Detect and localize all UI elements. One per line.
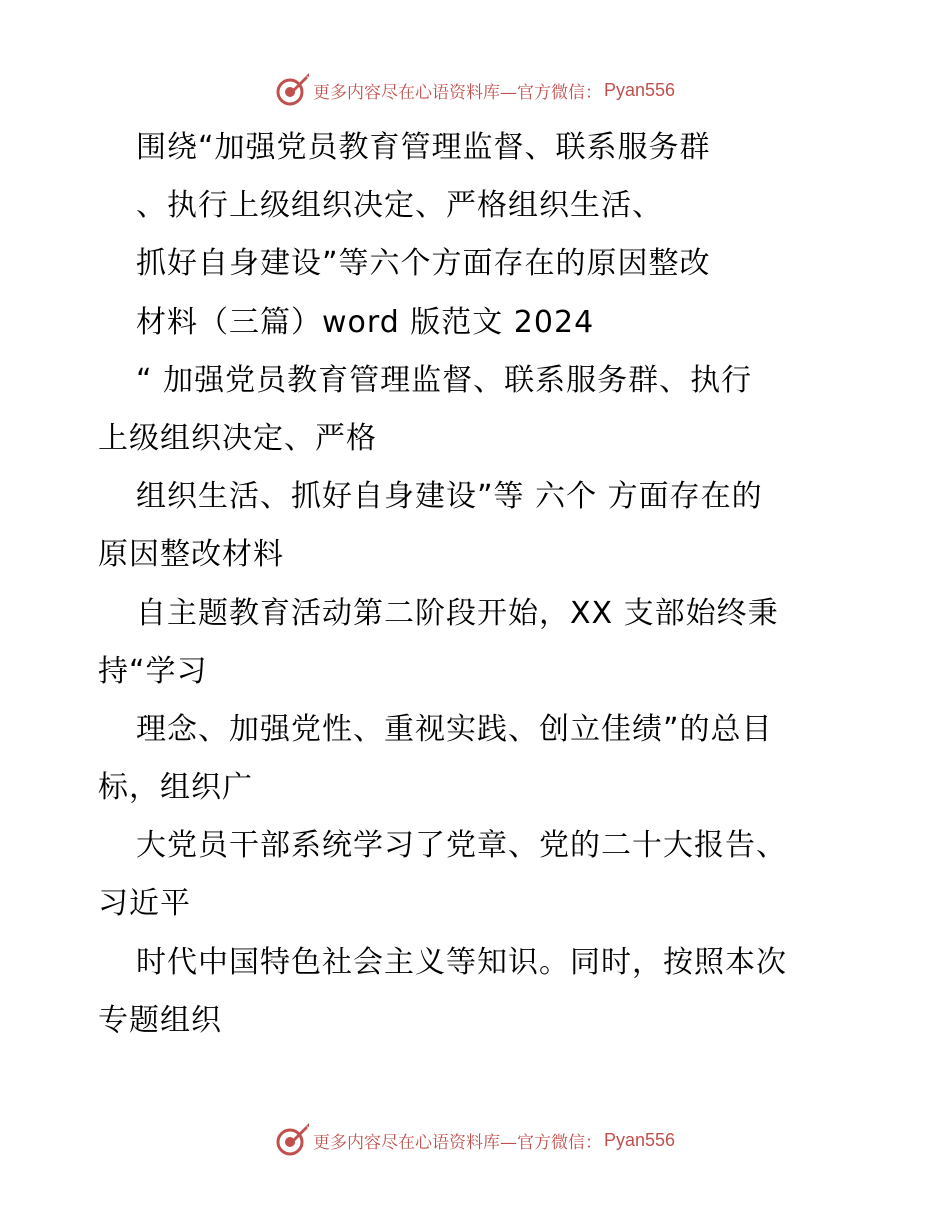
text-line: 大党员干部系统学习了党章、党的二十大报告、 [136, 828, 787, 864]
text-line: 、执行上级组织决定、严格组织生活、 [136, 188, 663, 224]
text-line: 上级组织决定、严格 [98, 420, 377, 456]
text-line: 理念、加强党性、重视实践、创立佳绩”的总目 [136, 711, 773, 747]
header-watermark [0, 70, 950, 110]
text-line: 专题组织 [98, 1002, 222, 1038]
watermark-text: 更多内容尽在心语资料库—官方微信： [312, 1132, 602, 1153]
watermark-id: Pyan556 [603, 79, 676, 100]
watermark-id: Pyan556 [603, 1129, 676, 1150]
text-line: 标，组织广 [98, 770, 253, 806]
text-line: 围绕“加强党员教育管理监督、联系服务群 [136, 130, 711, 165]
text-line: 抓好自身建设”等六个方面存在的原因整改 [136, 246, 711, 282]
watermark-text: 更多内容尽在心语资料库—官方微信： [312, 82, 602, 103]
text-line: 组织生活、抓好自身建设”等 六个 方面存在的 [136, 479, 763, 515]
text-line: 时代中国特色社会主义等知识。同时，按照本次 [136, 944, 787, 980]
text-line: 原因整改材料 [98, 537, 284, 573]
pen-logo-icon [275, 73, 309, 107]
text-line: “ 加强党员教育管理监督、联系服务群、执行 [136, 362, 753, 398]
text-line: 自主题教育活动第二阶段开始，XX 支部始终秉 [136, 595, 779, 631]
text-line: 习近平 [98, 886, 191, 922]
document-body [98, 119, 858, 1050]
text-line: 材料（三篇）word 版范文 2024 [136, 304, 595, 340]
pen-logo-icon [275, 1123, 309, 1157]
text-line: 持“学习 [98, 653, 208, 689]
footer-watermark [0, 1120, 950, 1160]
